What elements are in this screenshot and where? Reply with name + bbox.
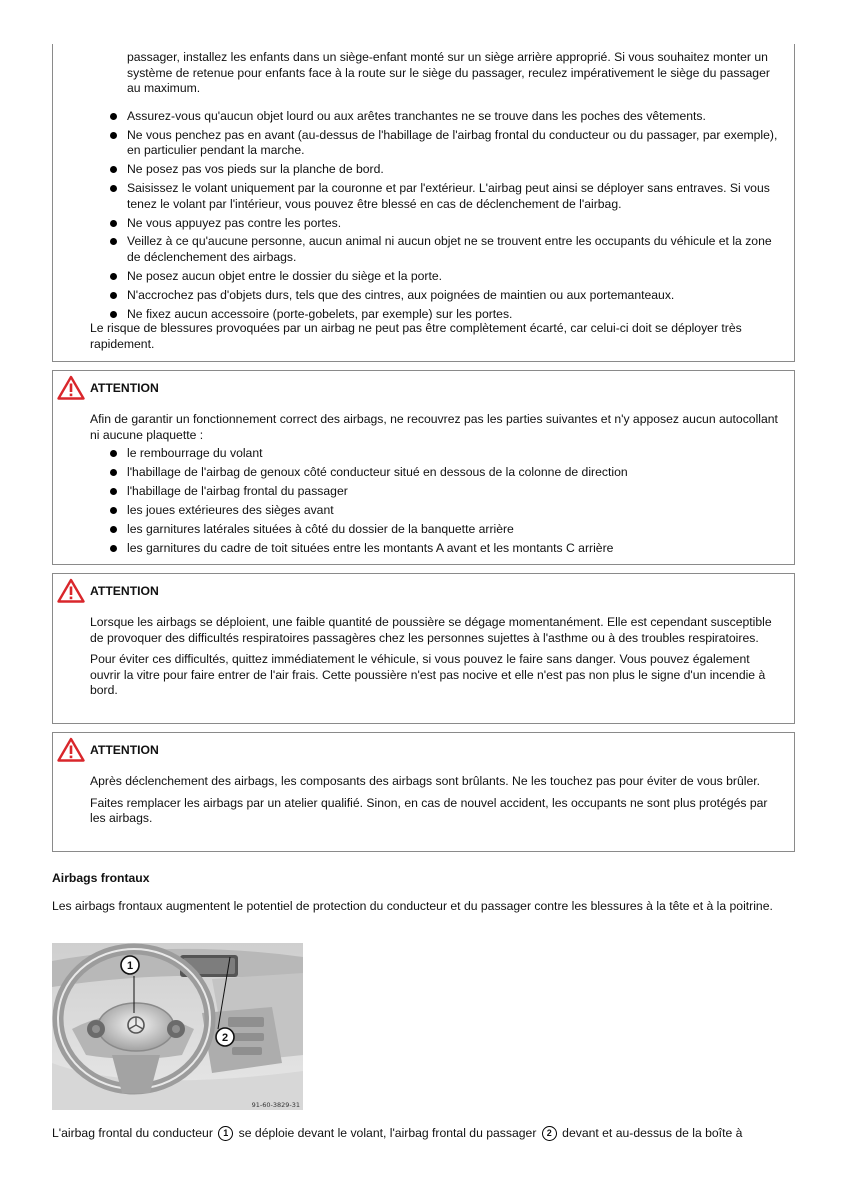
risk-note: Le risque de blessures provoquées par un airbag ne peut pas être complètement écarté, car celui-ci doit se déployer très rapidement.: [90, 321, 742, 351]
warning-triangle-icon: [57, 375, 85, 401]
list-item: le rembourrage du volant: [127, 446, 782, 462]
section-heading: Airbags frontaux: [52, 871, 150, 885]
list-item: les garnitures latérales situées à côté du dossier de la banquette arrière: [127, 522, 782, 538]
list-item: Ne posez aucun objet entre le dossier du siège et la porte.: [127, 269, 782, 285]
section-intro: Les airbags frontaux augmentent le potentiel de protection du conducteur et du passager contre les blessures à la tête et à la poitrine.: [52, 899, 773, 913]
warning-triangle-icon: [57, 737, 85, 763]
attention-body: [90, 412, 782, 560]
callout-1-label: 1: [126, 960, 134, 972]
callout-1-marker: 1: [218, 1126, 233, 1141]
text-segment: L'airbag frontal du conducteur: [52, 1126, 213, 1140]
attention-title: ATTENTION: [90, 584, 159, 598]
attention-box-dust: [52, 573, 795, 724]
attention-paragraph: Lorsque les airbags se déploient, une faible quantité de poussière se dégage momentanément. Elle est cependant susceptible de provoquer des difficultés respiratoires passagères chez les personnes sujettes à l'asthme ou à des troubles respiratoires.: [90, 615, 772, 645]
list-item: Assurez-vous qu'aucun objet lourd ou aux arêtes tranchantes ne se trouve dans les poches des vêtements.: [127, 109, 782, 125]
list-item: N'accrochez pas d'objets durs, tels que des cintres, aux poignées de maintien ou aux portemanteaux.: [127, 288, 782, 304]
list-item: Saisissez le volant uniquement par la couronne et par l'extérieur. L'airbag peut ainsi se déployer sans entraves. Si vous tenez le volant par l'intérieur, vous pouvez être blessé en cas de déclenchement de l'airbag.: [127, 181, 782, 212]
attention-title: ATTENTION: [90, 381, 159, 395]
list-item: Ne vous penchez pas en avant (au-dessus de l'habillage de l'airbag frontal du conducteur ou du passager, par exemple), en particulier pendant la marche.: [127, 128, 782, 159]
covered-parts-list: [127, 446, 782, 557]
attention-body: [90, 774, 782, 833]
attention-box-coverings: [52, 370, 795, 565]
attention-box-hot-components: [52, 732, 795, 852]
cockpit-illustration: [52, 943, 303, 1110]
warning-triangle-icon: [57, 578, 85, 604]
text-segment: se déploie devant le volant, l'airbag frontal du passager: [238, 1126, 537, 1140]
attention-title: ATTENTION: [90, 743, 159, 757]
attention-body: [90, 615, 782, 705]
cockpit-drawing: [52, 943, 303, 1110]
list-item: Ne posez pas vos pieds sur la planche de bord.: [127, 162, 782, 178]
figure-code: 91-60-3829-31: [251, 1101, 300, 1109]
list-item: les garnitures du cadre de toit situées entre les montants A avant et les montants C arrière: [127, 541, 782, 557]
attention-paragraph: Pour éviter ces difficultés, quittez immédiatement le véhicule, si vous pouvez le faire sans danger. Vous pouvez également ouvrir la vitre pour faire entrer de l'air frais. Cette poussière n'est pas nocive et elle n'est pas non plus le signe d'un incendie à bord.: [90, 652, 766, 697]
list-item: Ne fixez aucun accessoire (porte-gobelets, par exemple) sur les portes.: [127, 307, 782, 323]
callout-2-label: 2: [221, 1032, 229, 1044]
attention-intro: Afin de garantir un fonctionnement correct des airbags, ne recouvrez pas les parties suivantes et n'y apposez aucun autocollant ni aucune plaquette :: [90, 412, 778, 442]
list-item: l'habillage de l'airbag frontal du passager: [127, 484, 782, 500]
safety-bullet-list: [127, 109, 782, 326]
attention-paragraph: Faites remplacer les airbags par un atelier qualifié. Sinon, en cas de nouvel accident, les occupants ne sont plus protégés par les airbags.: [90, 795, 768, 825]
callout-2-marker: 2: [542, 1126, 557, 1141]
text-segment: devant et au-dessus de la boîte à: [562, 1126, 743, 1140]
continued-text: passager, installez les enfants dans un siège-enfant monté sur un siège arrière approprié. Si vous souhaitez monter un système de retenue pour enfants face à la route sur le siège du passager, reculez impérativement le siège du passager au maximum.: [127, 50, 770, 95]
list-item: Ne vous appuyez pas contre les portes.: [127, 216, 782, 232]
list-item: l'habillage de l'airbag de genoux côté conducteur situé en dessous de la colonne de direction: [127, 465, 782, 481]
safety-notes-box: [52, 44, 795, 362]
attention-paragraph: Après déclenchement des airbags, les composants des airbags sont brûlants. Ne les touchez pas pour éviter de vous brûler.: [90, 774, 761, 788]
airbag-description: [52, 1125, 812, 1141]
list-item: les joues extérieures des sièges avant: [127, 503, 782, 519]
list-item: Veillez à ce qu'aucune personne, aucun animal ni aucun objet ne se trouvent entre les occupants du véhicule et la zone de déclenchement des airbags.: [127, 234, 782, 265]
